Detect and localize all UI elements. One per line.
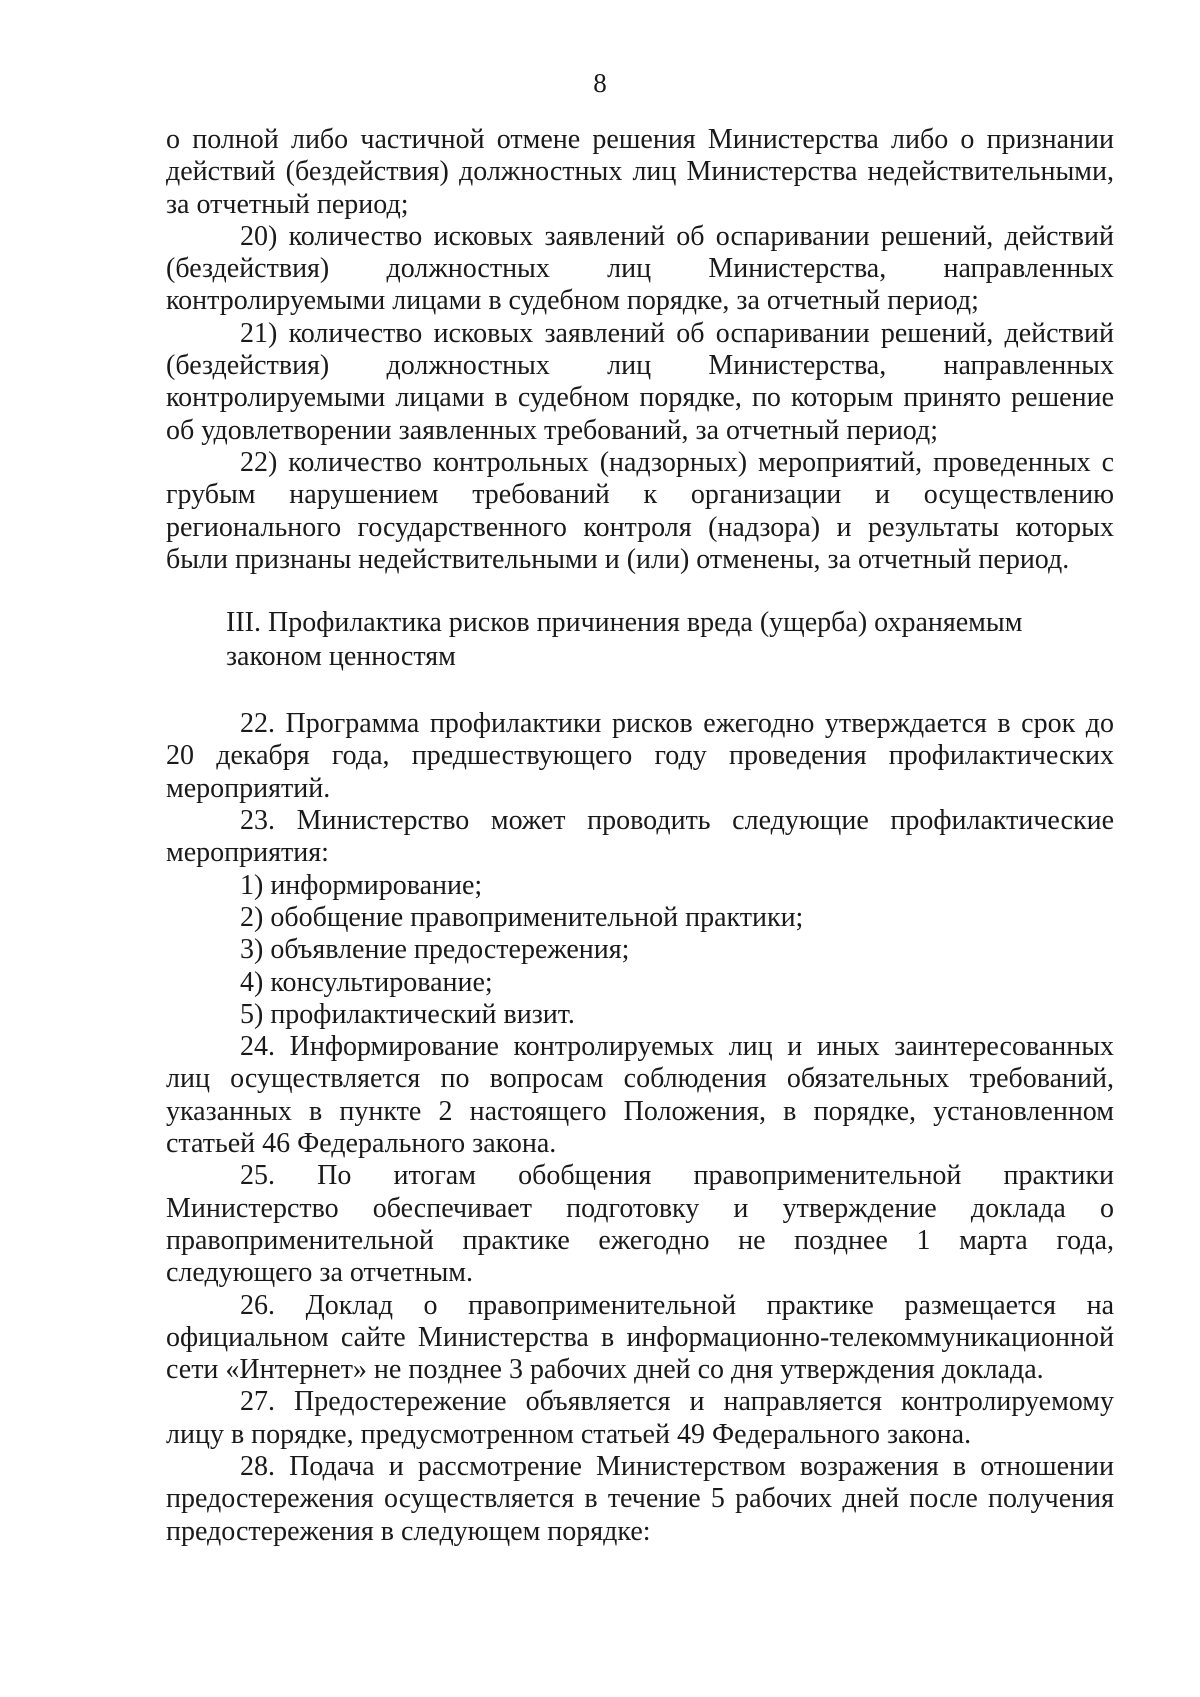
section-heading-line-1: III. Профилактика рисков причинения вреда (ущерба) охраняемым [226, 607, 1023, 639]
paragraph-clause-23: 23. Министерство может проводить следующие профилактические мероприятия: [166, 805, 1114, 869]
list-item-warning: 3) объявление предостережения; [240, 934, 630, 966]
document-body [166, 124, 1114, 1548]
paragraph-item-22: 22) количество контрольных (надзорных) мероприятий, проведенных с грубым нарушением требований к организации и осуществлению регионального государственного контроля (надзора) и результаты которых были признаны недействительными и (или) отменены, за отчетный период. [166, 446, 1114, 575]
paragraph-clause-27: 27. Предостережение объявляется и направляется контролируемому лицу в порядке, предусмотренном статьей 49 Федерального закона. [166, 1386, 1114, 1450]
paragraph-item-20: 20) количество исковых заявлений об оспаривании решений, действий (бездействия) должностных лиц Министерства, направленных контролируемыми лицами в судебном порядке, за отчетный период; [166, 220, 1114, 317]
list-item-generalization: 2) обобщение правоприменительной практики; [240, 901, 804, 933]
paragraph-clause-25: 25. По итогам обобщения правоприменительной практики Министерство обеспечивает подготовку и утверждение доклада о правоприменительной практике ежегодно не позднее 1 марта года, следующего за отчетным. [166, 1160, 1114, 1289]
list-item-consulting: 4) консультирование; [240, 966, 493, 998]
list-item-informing: 1) информирование; [240, 869, 483, 901]
paragraph-item-21: 21) количество исковых заявлений об оспаривании решений, действий (бездействия) должностных лиц Министерства, направленных контролируемыми лицами в судебном порядке, по которым принято решение об удовлетворении заявленных требований, за отчетный период; [166, 317, 1114, 446]
section-heading-line-2: законом ценностям [226, 641, 456, 673]
paragraph-clause-22: 22. Программа профилактики рисков ежегодно утверждается в срок до 20 декабря года, предшествующего году проведения профилактических мероприятий. [166, 708, 1114, 804]
list-item-visit: 5) профилактический визит. [240, 998, 575, 1030]
section-heading [166, 606, 1114, 674]
paragraph-clause-28: 28. Подача и рассмотрение Министерством возражения в отношении предостережения осуществляется в течение 5 рабочих дней после получения предостережения в следующем порядке: [166, 1450, 1114, 1547]
paragraph-clause-24: 24. Информирование контролируемых лиц и иных заинтересованных лиц осуществляется по вопросам соблюдения обязательных требований, указанных в пункте 2 настоящего Положения, в порядке, установленном статьей 46 Федерального закона. [166, 1031, 1114, 1160]
paragraph-clause-26: 26. Доклад о правоприменительной практике размещается на официальном сайте Министерства в информационно-телекоммуникационной сети «Интернет» не позднее 3 рабочих дней со дня утверждения доклада. [166, 1289, 1114, 1386]
paragraph-continuation: о полной либо частичной отмене решения Министерства либо о признании действий (бездействия) должностных лиц Министерства недействительными, за отчетный период; [166, 124, 1114, 220]
page-number: 8 [593, 68, 607, 98]
